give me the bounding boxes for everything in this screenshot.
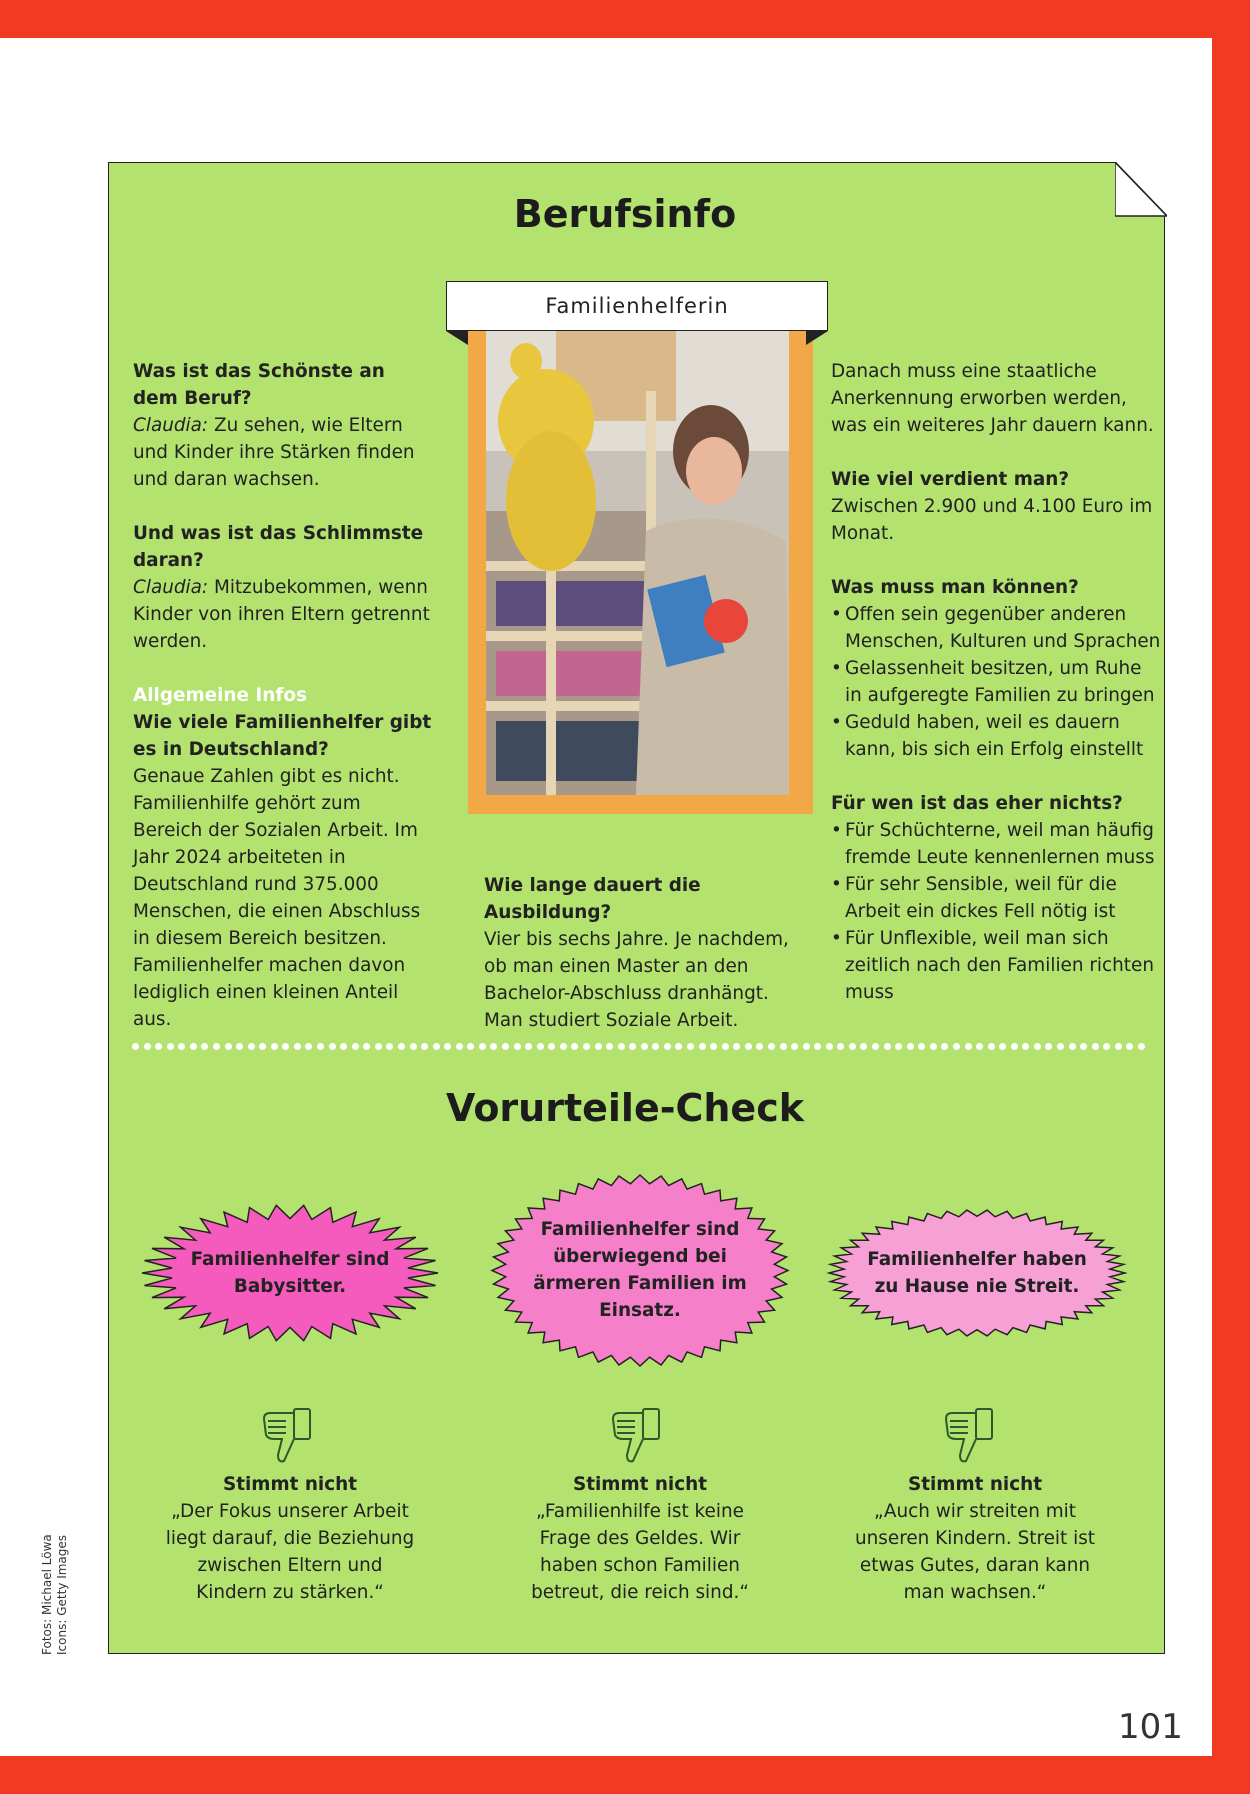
job-label: Familienhelferin — [446, 281, 828, 331]
answer-text: Zu sehen, wie Eltern und Kinder ihre Stärken finden und daran wachsen. — [133, 415, 415, 490]
verdict-quote: „Auch wir streiten mit unseren Kindern. Streit ist etwas Gutes, daran kann man wachsen.“ — [854, 1501, 1095, 1603]
question-not-for: Für wen ist das eher nichts? — [831, 793, 1123, 814]
not-for-list — [831, 817, 1161, 1006]
question-best-part: Was ist das Schönste an dem Beruf? — [133, 361, 385, 409]
verdict-label: Stimmt nicht — [572, 1474, 708, 1495]
skills-list — [831, 601, 1161, 763]
question-worst-part: Und was ist das Schlimmste daran? — [133, 523, 424, 571]
verdict-quote: „Familienhilfe ist keine Frage des Geldes. Wir haben schon Familien betreut, die reich sind.“ — [531, 1501, 749, 1603]
list-item: • Für sehr Sensible, weil für die Arbeit ein dickes Fell nötig ist — [831, 871, 1161, 925]
question-training-duration: Wie lange dauert die Ausbildung? — [484, 875, 701, 923]
page-title: Berufsinfo — [513, 192, 737, 236]
thumbs-down-icon — [260, 1405, 318, 1467]
question-skills: Was muss man können? — [831, 577, 1079, 598]
verdict-block-1 — [160, 1471, 420, 1606]
thumbs-down-icon — [609, 1405, 667, 1467]
thumbs-down-icon — [942, 1405, 1000, 1467]
list-item: • Geduld haben, weil es dauern kann, bis sich ein Erfolg einstellt — [831, 709, 1161, 763]
page-number: 101 — [1118, 1707, 1183, 1747]
myth-text: Familienhelfer sind überwiegend bei ärmeren Familien im Einsatz. — [533, 1219, 747, 1321]
dotted-divider — [132, 1043, 1146, 1051]
list-item: • Gelassenheit besitzen, um Ruhe in aufgeregte Familien zu bringen — [831, 655, 1161, 709]
answer-salary: Zwischen 2.900 und 4.100 Euro im Monat. — [831, 496, 1153, 544]
right-column — [831, 358, 1161, 1006]
middle-column — [484, 872, 809, 1034]
answer-text: Mitzubekommen, wenn Kinder von ihren Eltern getrennt werden. — [133, 577, 430, 652]
verdict-label: Stimmt nicht — [907, 1474, 1043, 1495]
question-how-many: Wie viele Familienhelfer gibt es in Deutschland? — [133, 712, 432, 760]
answer-best-part — [133, 412, 433, 493]
familienhelferin-photo — [486, 331, 789, 795]
answer-worst-part — [133, 574, 433, 655]
credit-icons: Icons: Getty Images — [55, 1534, 69, 1655]
verdict-block-2 — [520, 1471, 760, 1606]
verdict-label: Stimmt nicht — [222, 1474, 358, 1495]
list-item: • Für Unflexible, weil man sich zeitlich nach den Familien richten muss — [831, 925, 1161, 1006]
label-tab-left — [446, 331, 468, 345]
speaker-label: Claudia: — [133, 415, 209, 436]
verdict-block-3 — [850, 1471, 1100, 1606]
label-tab-right — [806, 331, 828, 345]
list-item: • Offen sein gegenüber anderen Menschen, Kulturen und Sprachen — [831, 601, 1161, 655]
recognition-text: Danach muss eine staatliche Anerkennung erworben werden, was ein weiteres Jahr dauern kann. — [831, 361, 1154, 436]
myth-text: Familienhelfer sind Babysitter. — [190, 1249, 390, 1297]
credit-photos: Fotos: Michael Löwa — [40, 1534, 54, 1655]
verdict-quote: „Der Fokus unserer Arbeit liegt darauf, die Beziehung zwischen Eltern und Kindern zu stärken.“ — [165, 1501, 415, 1603]
list-item: • Für Schüchterne, weil man häufig fremde Leute kennenlernen muss — [831, 817, 1161, 871]
answer-training-duration: Vier bis sechs Jahre. Je nachdem, ob man einen Master an den Bachelor-Abschluss dranhängt. Man studiert Soziale Arbeit. — [484, 929, 789, 1031]
left-column — [133, 358, 433, 1033]
section-title-check: Vorurteile-Check — [445, 1086, 804, 1130]
speaker-label: Claudia: — [133, 577, 209, 598]
myth-text: Familienhelfer haben zu Hause nie Streit. — [867, 1249, 1087, 1297]
answer-how-many: Genaue Zahlen gibt es nicht. Familienhilfe gehört zum Bereich der Sozialen Arbeit. Im Jahr 2024 arbeiteten in Deutschland rund 375.000 Menschen, die einen Abschluss in diesem Bereich besitzen. Familienhelfer machen davon lediglich einen kleinen Anteil aus. — [133, 766, 421, 1030]
section-label: Allgemeine Infos — [133, 685, 307, 706]
image-credits — [40, 1534, 70, 1655]
question-salary: Wie viel verdient man? — [831, 469, 1070, 490]
